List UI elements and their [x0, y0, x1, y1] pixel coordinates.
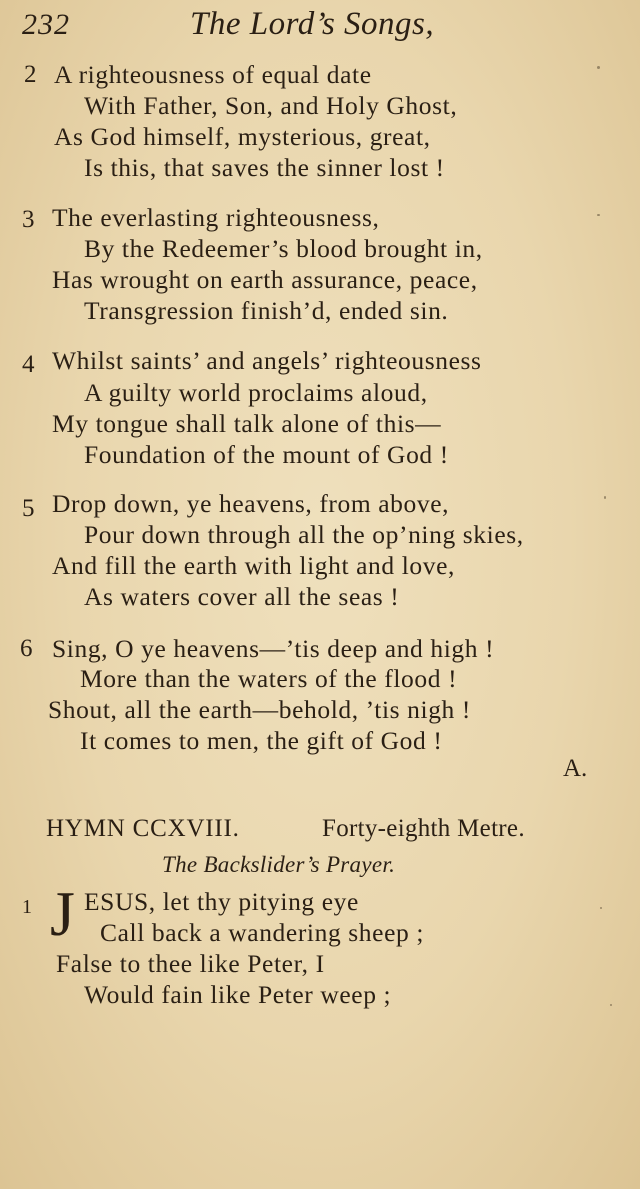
paper-speck	[610, 1004, 612, 1006]
verse-line: As waters cover all the seas !	[84, 582, 400, 611]
hymn-subtitle: The Backslider’s Prayer.	[162, 852, 396, 877]
stanza-number: 2	[24, 61, 37, 88]
stanza-number: 1	[22, 896, 32, 918]
hymn-metre: Forty-eighth Metre.	[322, 815, 525, 842]
verse-line: Whilst saints’ and angels’ righteousness	[52, 346, 482, 375]
verse-line: The everlasting righteousness,	[52, 203, 380, 232]
page-number: 232	[22, 8, 70, 41]
drop-cap: J	[50, 878, 75, 949]
verse-line: Has wrought on earth assurance, peace,	[52, 265, 478, 294]
verse-line: A guilty world proclaims aloud,	[84, 378, 428, 407]
running-title: The Lord’s Songs,	[190, 6, 435, 42]
verse-line: It comes to men, the gift of God !	[80, 726, 443, 755]
paper-speck	[604, 496, 606, 499]
verse-line: More than the waters of the flood !	[80, 664, 458, 693]
stanza-number: 5	[22, 495, 35, 522]
hymn-title: HYMN CCXVIII.	[46, 815, 240, 842]
stanza-number: 4	[22, 351, 35, 378]
verse-line: Sing, O ye heavens—’tis deep and high !	[52, 634, 495, 663]
paper-speck	[597, 214, 600, 216]
verse-line: With Father, Son, and Holy Ghost,	[84, 91, 458, 120]
verse-line: Transgression finish’d, ended sin.	[84, 296, 449, 325]
hymn-heading	[46, 815, 626, 845]
verse-line: A righteousness of equal date	[54, 60, 372, 89]
verse-line: Is this, that saves the sinner lost !	[84, 153, 445, 182]
author-signature: A.	[563, 755, 588, 782]
paper-speck	[597, 66, 600, 69]
verse-line: And fill the earth with light and love,	[52, 551, 455, 580]
verse-line: Foundation of the mount of God !	[84, 440, 449, 469]
verse-line: As God himself, mysterious, great,	[54, 122, 431, 151]
verse-line: Would fain like Peter weep ;	[84, 980, 392, 1009]
stanza-number: 3	[22, 206, 35, 233]
verse-line: Pour down through all the op’ning skies,	[84, 520, 524, 549]
verse-line: ESUS, let thy pitying eye	[84, 887, 359, 916]
verse-line: By the Redeemer’s blood brought in,	[84, 234, 483, 263]
verse-line: False to thee like Peter, I	[56, 949, 325, 978]
verse-line: Drop down, ye heavens, from above,	[52, 489, 450, 518]
verse-line: Call back a wandering sheep ;	[100, 918, 424, 947]
paper-speck	[600, 907, 602, 909]
verse-line: Shout, all the earth—behold, ’tis nigh !	[48, 695, 471, 724]
stanza-number: 6	[20, 635, 33, 662]
verse-line: My tongue shall talk alone of this—	[52, 409, 442, 438]
page-header	[22, 6, 582, 46]
